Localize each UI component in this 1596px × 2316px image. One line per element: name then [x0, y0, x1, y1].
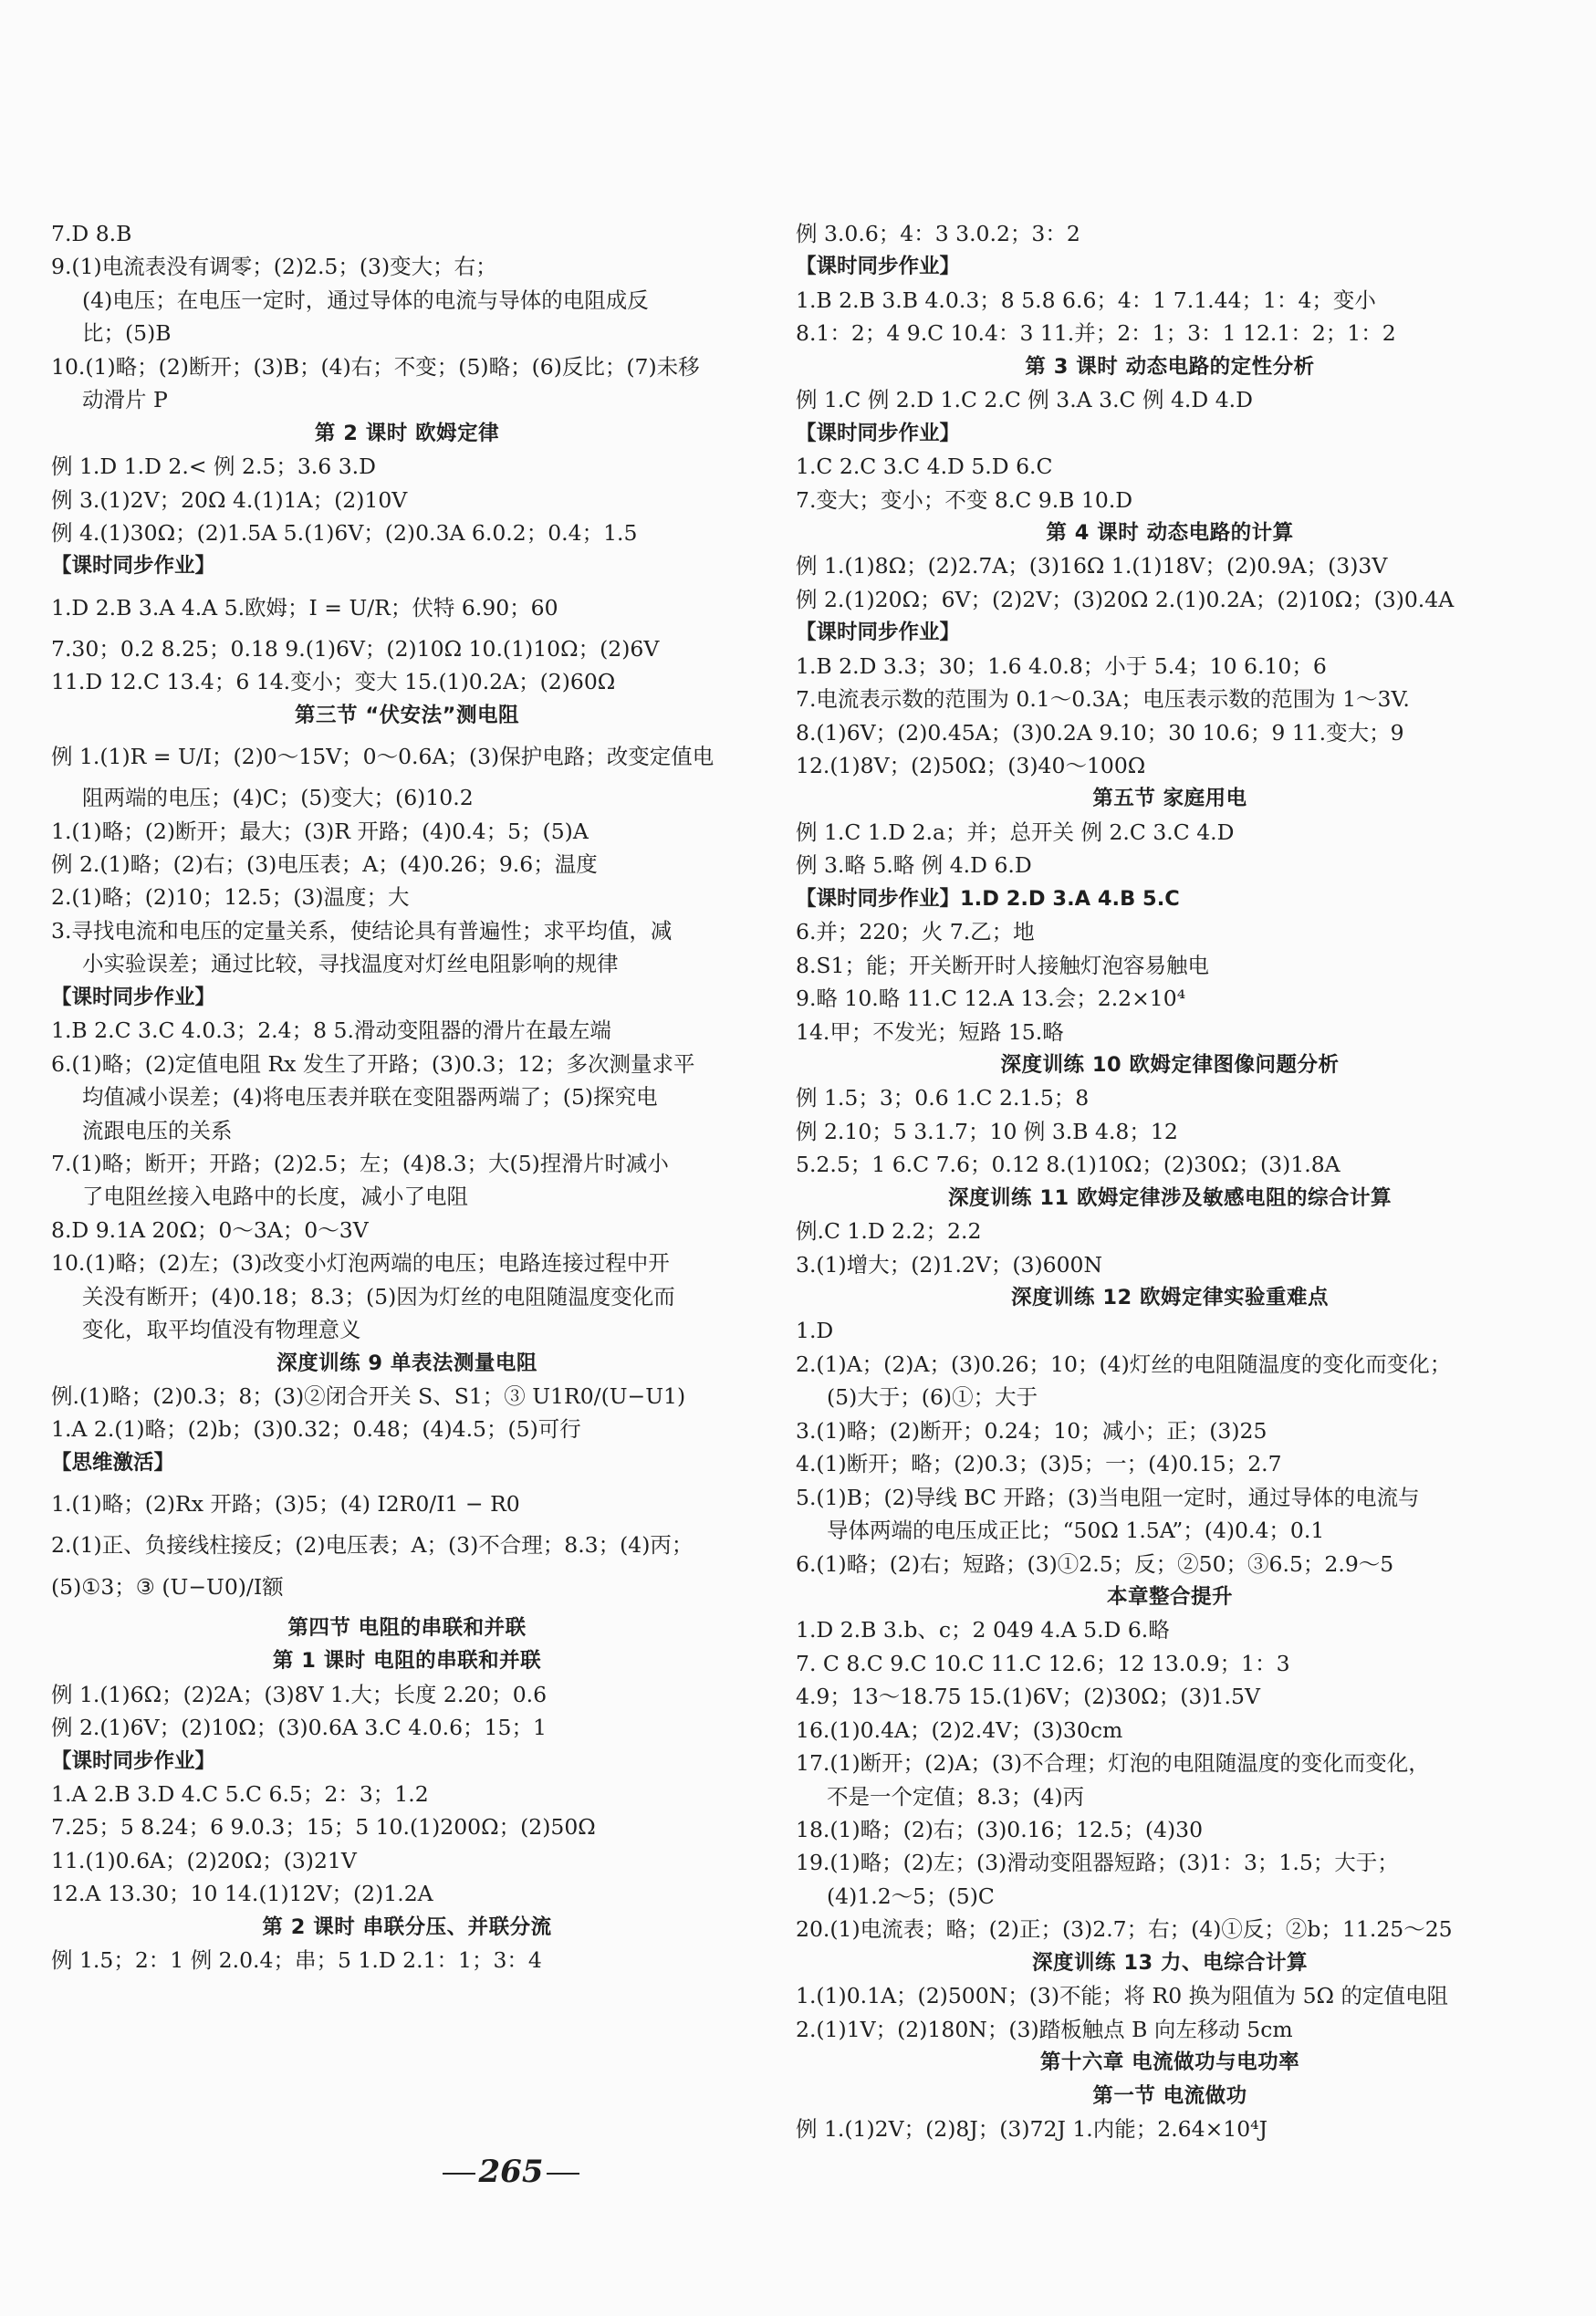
left-answer-line: 10.(1)略；(2)断开；(3)B；(4)右；不变；(5)略；(6)反比；(7)未移	[51, 353, 700, 380]
page-number-dash-right	[547, 2173, 579, 2175]
left-answer-line: 2.(1)略；(2)10；12.5；(3)温度；大	[51, 884, 410, 911]
left-answer-line: 3.寻找电流和电压的定量关系，使结论具有普遍性；求平均值，减	[51, 917, 673, 944]
right-answer-line: 6.并；220；火 7.乙；地	[796, 919, 1035, 945]
left-column	[51, 217, 763, 1977]
left-answer-line: 例.(1)略；(2)0.3；8；(3)②闭合开关 S、S1；③ U1R0/(U−U1)	[51, 1383, 686, 1409]
left-answer-line: 7.D 8.B	[51, 221, 132, 246]
left-section-heading: 第 2 课时 欧姆定律	[314, 421, 500, 445]
right-column	[796, 217, 1544, 2145]
left-answer-line: 流跟电压的关系	[82, 1117, 233, 1143]
right-answer-line: 1.B 2.B 3.B 4.0.3；8 5.8 6.6；4：1 7.1.44；1：4；变小	[796, 287, 1376, 313]
right-answer-line: 6.(1)略；(2)右；短路；(3)①2.5；反；②50；③6.5；2.9～5	[796, 1550, 1394, 1577]
left-subsection-label: 【课时同步作业】	[51, 985, 216, 1009]
right-answer-line: 3.(1)略；(2)断开；0.24；10；减小；正；(3)25	[796, 1417, 1267, 1444]
right-answer-line: 8.S1；能；开关断开时人接触灯泡容易触电	[796, 952, 1209, 978]
right-answer-line: 例 3.略 5.略 例 4.D 6.D	[796, 852, 1032, 879]
page-number-text: 265	[478, 2154, 544, 2190]
right-answer-line: 4.(1)断开；略；(2)0.3；(3)5；一；(4)0.15；2.7	[796, 1451, 1282, 1477]
left-answer-line: 动滑片 P	[82, 387, 168, 413]
left-answer-line: 11.D 12.C 13.4；6 14.变小；变大 15.(1)0.2A；(2)60Ω	[51, 669, 616, 695]
left-answer-line: 6.(1)略；(2)定值电阻 Rx 发生了开路；(3)0.3；12；多次测量求平	[51, 1050, 695, 1077]
right-section-heading: 深度训练 11 欧姆定律涉及敏感电阻的综合计算	[948, 1185, 1392, 1210]
right-answer-line: 例 1.(1)2V；(2)8J；(3)72J 1.内能；2.64×10⁴J	[796, 2115, 1268, 2142]
left-answer-line: 例 1.(1)6Ω；(2)2A；(3)8V 1.大；长度 2.20；0.6	[51, 1681, 548, 1707]
right-answer-line: (5)大于；(6)①；大于	[827, 1384, 1038, 1411]
right-answer-line: 1.C 2.C 3.C 4.D 5.D 6.C	[796, 454, 1053, 480]
right-answer-line: 2.(1)1V；(2)180N；(3)踏板触点 B 向左移动 5cm	[796, 2016, 1293, 2042]
right-section-heading: 第 4 课时 动态电路的计算	[1046, 520, 1294, 545]
right-subsection-label: 【课时同步作业】	[796, 421, 961, 445]
right-answer-line: 7. C 8.C 9.C 10.C 11.C 12.6；12 13.0.9；1：3	[796, 1650, 1290, 1676]
left-answer-line: 了电阻丝接入电路中的长度，减小了电阻	[82, 1184, 468, 1210]
right-answer-line: 4.9；13～18.75 15.(1)6V；(2)30Ω；(3)1.5V	[796, 1684, 1260, 1710]
right-answer-line: 7.电流表示数的范围为 0.1～0.3A；电压表示数的范围为 1～3V.	[796, 686, 1410, 713]
right-answer-line: 2.(1)A；(2)A；(3)0.26；10；(4)灯丝的电阻随温度的变化而变化；	[796, 1351, 1452, 1377]
right-answer-line: 导体两端的电压成正比；“50Ω 1.5A”；(4)0.4；0.1	[827, 1518, 1325, 1544]
right-subsection-label: 【课时同步作业】	[796, 621, 961, 645]
right-answer-line: 例 1.5；3；0.6 1.C 2.1.5；8	[796, 1085, 1090, 1111]
page-number	[429, 2154, 593, 2190]
left-answer-line: 例 1.(1)R = U/I；(2)0～15V；0～0.6A；(3)保护电路；改变定值电	[51, 744, 715, 770]
right-answer-line: 8.(1)6V；(2)0.45A；(3)0.2A 9.10；30 10.6；9 11.变大；9	[796, 719, 1404, 746]
left-answer-line: 例 1.5；2：1 例 2.0.4；串；5 1.D 2.1：1；3：4	[51, 1947, 542, 1974]
left-answer-line: 例 3.(1)2V；20Ω 4.(1)1A；(2)10V	[51, 486, 408, 513]
left-section-heading: 深度训练 9 单表法测量电阻	[276, 1351, 537, 1375]
right-answer-line: 18.(1)略；(2)右；(3)0.16；12.5；(4)30	[796, 1817, 1204, 1842]
left-section-heading: 第 1 课时 电阻的串联和并联	[272, 1649, 542, 1674]
left-answer-line: 变化，取平均值没有物理意义	[82, 1317, 361, 1343]
right-section-heading: 深度训练 10 欧姆定律图像问题分析	[1000, 1052, 1340, 1077]
right-section-heading: 第 3 课时 动态电路的定性分析	[1025, 354, 1315, 379]
left-answer-line: 11.(1)0.6A；(2)20Ω；(3)21V	[51, 1847, 357, 1873]
left-answer-line: 8.D 9.1A 20Ω；0～3A；0～3V	[51, 1216, 369, 1243]
right-answer-line: 1.(1)0.1A；(2)500N；(3)不能；将 R0 换为阻值为 5Ω 的定值电阻	[796, 1983, 1449, 2009]
left-answer-line: (4)电压；在电压一定时，通过导体的电流与导体的电阻成反	[82, 287, 649, 313]
left-section-heading: 第四节 电阻的串联和并联	[287, 1615, 527, 1640]
left-answer-line: 例 4.(1)30Ω；(2)1.5A 5.(1)6V；(2)0.3A 6.0.2；0.4；1.5	[51, 519, 638, 546]
right-answer-line: 5.2.5；1 6.C 7.6；0.12 8.(1)10Ω；(2)30Ω；(3)1.8A	[796, 1152, 1340, 1178]
right-answer-line: 例 2.(1)20Ω；6V；(2)2V；(3)20Ω 2.(1)0.2A；(2)10Ω；(3)0.4A	[796, 586, 1455, 612]
right-answer-line: 16.(1)0.4A；(2)2.4V；(3)30cm	[796, 1716, 1123, 1743]
left-answer-line: 2.(1)正、负接线柱接反；(2)电压表；A；(3)不合理；8.3；(4)丙；	[51, 1532, 694, 1559]
left-answer-line: 7.25；5 8.24；6 9.0.3；15；5 10.(1)200Ω；(2)50Ω	[51, 1814, 596, 1841]
right-answer-line: 3.(1)增大；(2)1.2V；(3)600N	[796, 1251, 1103, 1278]
left-answer-line: 1.B 2.C 3.C 4.0.3；2.4；8 5.滑动变阻器的滑片在最左端	[51, 1017, 611, 1044]
left-subsection-label: 【课时同步作业】	[51, 1748, 216, 1773]
right-answer-line: 例 1.C 例 2.D 1.C 2.C 例 3.A 3.C 例 4.D 4.D	[796, 387, 1253, 413]
left-answer-line: 例 2.(1)6V；(2)10Ω；(3)0.6A 3.C 4.0.6；15；1	[51, 1715, 547, 1741]
right-answer-line: 1.D 2.B 3.b、c；2 049 4.A 5.D 6.略	[796, 1617, 1170, 1643]
right-answer-line: 14.甲；不发光；短路 15.略	[796, 1018, 1064, 1045]
left-subsection-label: 【思维激活】	[51, 1450, 175, 1475]
left-answer-line: 1.A 2.B 3.D 4.C 5.C 6.5；2：3；1.2	[51, 1780, 429, 1807]
right-answer-line: 1.D	[796, 1318, 834, 1344]
right-answer-line: 1.B 2.D 3.3；30；1.6 4.0.8；小于 5.4；10 6.10；6	[796, 652, 1327, 679]
right-subsection-label: 【课时同步作业】	[796, 255, 961, 279]
left-answer-line: 例 2.(1)略；(2)右；(3)电压表；A；(4)0.26；9.6；温度	[51, 851, 598, 877]
right-answer-line: 9.略 10.略 11.C 12.A 13.会；2.2×10⁴	[796, 986, 1186, 1012]
right-section-heading: 第五节 家庭用电	[1092, 787, 1247, 811]
left-answer-line: 均值减小误差；(4)将电压表并联在变阻器两端了；(5)探究电	[82, 1084, 658, 1111]
right-answer-line: 例.C 1.D 2.2；2.2	[796, 1218, 982, 1245]
left-answer-line: 9.(1)电流表没有调零；(2)2.5；(3)变大；右；	[51, 254, 497, 280]
right-answer-line: (4)1.2～5；(5)C	[827, 1883, 995, 1909]
right-section-heading: 第一节 电流做功	[1092, 2083, 1247, 2108]
left-answer-line: 1.(1)略；(2)Rx 开路；(3)5；(4) I2R0/I1 − R0	[51, 1491, 520, 1518]
right-section-heading: 深度训练 12 欧姆定律实验重难点	[1011, 1286, 1329, 1309]
left-section-heading: 第 2 课时 串联分压、并联分流	[262, 1914, 552, 1939]
left-answer-line: 关没有断开；(4)0.18；8.3；(5)因为灯丝的电阻随温度变化而	[82, 1283, 675, 1309]
left-answer-line: 例 1.D 1.D 2.< 例 2.5；3.6 3.D	[51, 454, 376, 480]
left-answer-line: 阻两端的电压；(4)C；(5)变大；(6)10.2	[82, 785, 474, 811]
right-answer-line: 例 1.C 1.D 2.a；并；总开关 例 2.C 3.C 4.D	[796, 819, 1235, 845]
right-answer-line: 8.1：2；4 9.C 10.4：3 11.并；2：1；3：1 12.1：2；1：2	[796, 320, 1396, 347]
right-answer-line: 20.(1)电流表；略；(2)正；(3)2.7；右；(4)①反；②b；11.25～25	[796, 1916, 1453, 1943]
left-answer-line: 7.30；0.2 8.25；0.18 9.(1)6V；(2)10Ω 10.(1)10Ω；(2)6V	[51, 635, 660, 662]
right-answer-line: 12.(1)8V；(2)50Ω；(3)40～100Ω	[796, 753, 1146, 778]
left-subsection-label: 【课时同步作业】	[51, 554, 216, 579]
right-answer-line: 19.(1)略；(2)左；(3)滑动变阻器短路；(3)1：3；1.5；大于；	[796, 1850, 1399, 1876]
left-answer-line: 1.A 2.(1)略；(2)b；(3)0.32；0.48；(4)4.5；(5)可行	[51, 1416, 581, 1443]
left-answer-line: 10.(1)略；(2)左；(3)改变小灯泡两端的电压；电路连接过程中开	[51, 1250, 670, 1277]
left-answer-line: 1.D 2.B 3.A 4.A 5.欧姆；I = U/R；伏特 6.90；60	[51, 594, 558, 621]
left-answer-line: 1.(1)略；(2)断开；最大；(3)R 开路；(4)0.4；5；(5)A	[51, 818, 589, 844]
right-answer-line: 例 3.0.6；4：3 3.0.2；3：2	[796, 221, 1080, 246]
page-number-dash-left	[443, 2173, 475, 2175]
left-answer-line: 12.A 13.30；10 14.(1)12V；(2)1.2A	[51, 1881, 433, 1907]
right-answer-line: 例 1.(1)8Ω；(2)2.7A；(3)16Ω 1.(1)18V；(2)0.9A；(3)3V	[796, 553, 1388, 579]
left-answer-line: (5)①3；③ (U−U0)/I额	[51, 1573, 284, 1600]
left-answer-line: 小实验误差；通过比较，寻找温度对灯丝电阻影响的规律	[82, 951, 619, 977]
right-section-heading: 第十六章 电流做功与电功率	[1039, 2050, 1300, 2075]
right-answer-line: 例 2.10；5 3.1.7；10 例 3.B 4.8；12	[796, 1118, 1178, 1144]
left-answer-line: 7.(1)略；断开；开路；(2)2.5；左；(4)8.3；大(5)捏滑片时减小	[51, 1150, 669, 1176]
right-section-heading: 本章整合提升	[1106, 1584, 1233, 1609]
right-answer-line: 7.变大；变小；不变 8.C 9.B 10.D	[796, 486, 1133, 513]
right-answer-line: 不是一个定值；8.3；(4)丙	[827, 1783, 1085, 1810]
left-answer-line: 比；(5)B	[82, 320, 172, 347]
right-answer-line: 5.(1)B；(2)导线 BC 开路；(3)当电阻一定时，通过导体的电流与	[796, 1484, 1420, 1510]
right-section-heading: 深度训练 13 力、电综合计算	[1032, 1950, 1308, 1975]
right-answer-line: 17.(1)断开；(2)A；(3)不合理；灯泡的电阻随温度的变化而变化，	[796, 1750, 1430, 1777]
left-section-heading: 第三节 “伏安法”测电阻	[295, 703, 519, 727]
right-subsection-label: 【课时同步作业】1.D 2.D 3.A 4.B 5.C	[796, 886, 1180, 911]
